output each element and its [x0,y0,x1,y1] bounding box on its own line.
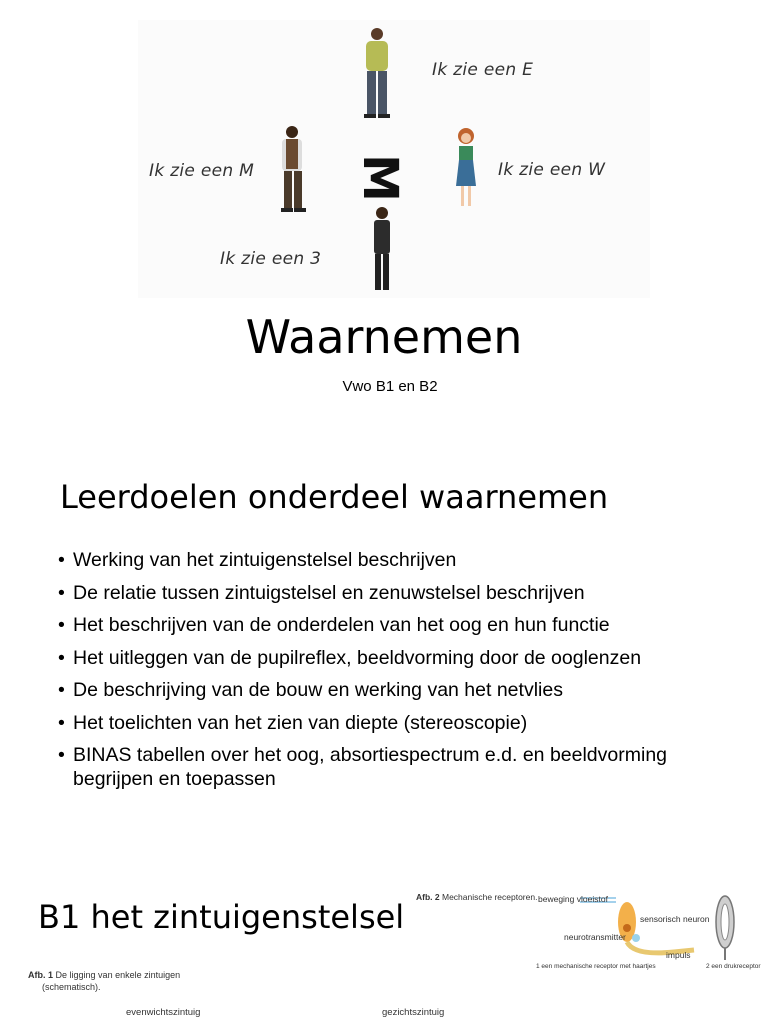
person-right [456,128,476,206]
list-item: • De relatie tussen zintuigstelsel en zenuwstelsel beschrijven [58,581,738,605]
label-transmitter: neurotransmitter [564,932,626,942]
afb2-label: Afb. 2 [416,892,440,902]
list-item: • Het beschrijven van de onderdelen van het oog en hun functie [58,613,738,637]
learning-goals-list [58,548,738,800]
label-impulse: impuls [666,950,691,960]
list-item: • De beschrijving van de bouw en werking van het netvlies [58,678,738,702]
people-letter-illustration [138,20,650,298]
caption-receptor-2: 2 een drukreceptor [706,963,761,970]
section-heading: B1 het zintuigenstelsel [38,898,405,936]
title-slide [0,0,768,420]
afb1-label: Afb. 1 [28,970,54,980]
learning-goals-heading: Leerdoelen onderdeel waarnemen [60,478,609,516]
person-left [281,126,306,212]
label-balance-organ: evenwichtszintuig [126,1007,201,1018]
caption-right: Ik zie een W [498,160,606,180]
hero-illustration [138,20,650,298]
subtitle: Vwo B1 en B2 [342,378,438,395]
center-letter-m: M [352,154,408,202]
list-item: • Het toelichten van het zien van diepte (stereoscopie) [58,711,738,735]
afb1-caption-row [28,970,180,980]
caption-bottom: Ik zie een 3 [220,249,322,269]
person-top [364,28,390,118]
list-item: • Werking van het zintuigenstelsel beschrijven [58,548,738,572]
page-title: Waarnemen [245,310,523,364]
afb1-caption-line2: (schematisch). [42,982,101,992]
receptor-figure [414,884,768,980]
person-bottom [374,207,390,290]
list-item: • Het uitleggen van de pupilreflex, beeldvorming door de ooglenzen [58,646,738,670]
list-item: • BINAS tabellen over het oog, absortiespectrum e.d. en beeldvorming begrijpen en toepassen [58,743,738,791]
afb2-label-row [416,892,537,902]
afb1-figure [28,966,445,1024]
label-neuron: sensorisch neuron [640,914,710,924]
afb2-caption: Mechanische receptoren. [442,892,538,902]
caption-receptor-1: 1 een mechanische receptor met haartjes [536,963,656,970]
caption-left: Ik zie een M [149,161,255,181]
label-fluid: beweging vloeistof [538,894,608,904]
label-sight-organ: gezichtszintuig [382,1007,445,1018]
afb1-caption: De ligging van enkele zintuigen [55,970,181,980]
caption-top: Ik zie een E [432,60,534,80]
